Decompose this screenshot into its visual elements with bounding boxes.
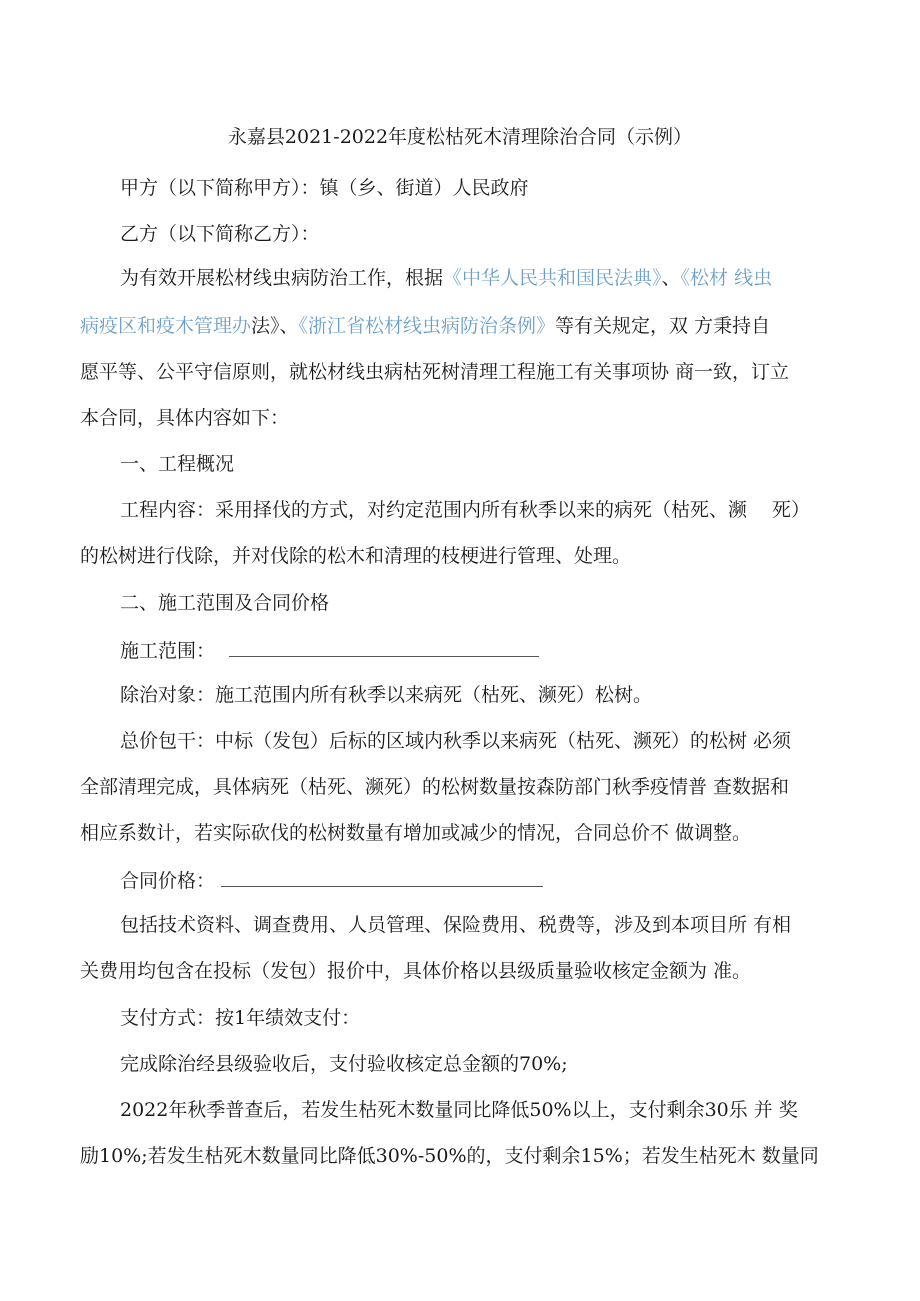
target-line: 除治对象：施工范围内所有秋季以来病死（枯死、濒死）松树。 xyxy=(120,684,653,706)
price-label: 合同价格： xyxy=(120,870,216,892)
includes-line-1: 包括技术资料、调查费用、人员管理、保险费用、税费等，涉及到本项目所 有相 xyxy=(120,914,792,936)
payment-method-line: 支付方式：按1年绩效支付： xyxy=(120,1007,361,1029)
intro-line-4: 本合同，具体内容如下： xyxy=(80,407,290,429)
includes-line-2: 关费用均包含在投标（发包）报价中，具体价格以县级质量验收核定金额为 准。 xyxy=(80,960,752,982)
document-title: 永嘉县2021-2022年度松枯死木清理除治合同（示例） xyxy=(227,126,693,148)
payment-term-1: 完成除治经县级验收后，支付验收核定总金额的70%; xyxy=(120,1053,568,1075)
intro-line-3: 愿平等、公平守信原则，就松材线虫病枯死树清理工程施工有关事项协 商一致，订立 xyxy=(80,361,790,383)
price-blank-field[interactable] xyxy=(221,868,543,887)
lump-sum-line-2: 全部清理完成，具体病死（枯死、濒死）的松树数量按森防部门秋季疫情普 查数据和 xyxy=(80,776,790,798)
section-2-heading: 二、施工范围及合同价格 xyxy=(120,592,330,614)
intro-text: 为有效开展松材线虫病防治工作，根据 xyxy=(120,267,444,289)
lump-sum-line-1: 总价包干：中标（发包）后标的区域内秋季以来病死（枯死、濒死）的松树 必须 xyxy=(120,730,792,752)
quarantine-measures-link[interactable]: 《松材 线虫 xyxy=(680,267,773,289)
scope-blank-field[interactable] xyxy=(229,638,539,657)
party-b-line: 乙方（以下简称乙方）： xyxy=(120,223,320,245)
section-1-heading: 一、工程概况 xyxy=(120,453,235,475)
intro-text: 法》、 xyxy=(251,315,299,337)
work-content-line-2: 的松树进行伐除，并对伐除的松木和清理的枝梗进行管理、处理。 xyxy=(80,545,632,567)
work-content-line-1: 工程内容：采用择伐的方式，对约定范围内所有秋季以来的病死（枯死、濒 死） xyxy=(120,499,811,521)
scope-line xyxy=(120,638,539,663)
intro-line-1 xyxy=(120,266,772,290)
payment-term-2-line-2: 励10%;若发生枯死木数量同比降低30%-50%的，支付剩余15%；若发生枯死木 数量同 xyxy=(80,1145,819,1167)
price-line xyxy=(120,868,543,893)
party-a-line: 甲方（以下简称甲方）：镇（乡、街道）人民政府 xyxy=(120,177,529,199)
payment-term-2-line-1: 2022年秋季普查后，若发生枯死木数量同比降低50%以上，支付剩余30乐 并 奖 xyxy=(120,1099,798,1121)
intro-line-2 xyxy=(80,314,770,338)
scope-label: 施工范围： xyxy=(120,640,216,662)
lump-sum-line-3: 相应系数计，若实际砍伐的松树数量有增加或减少的情况，合同总价不 做调整。 xyxy=(80,822,752,844)
zhejiang-regulation-link[interactable]: 《浙江省松材线虫病防治条例》 xyxy=(298,315,556,337)
quarantine-measures-link-cont[interactable]: 病疫区和疫木管理办 xyxy=(80,315,252,337)
separator: 、 xyxy=(661,267,681,289)
civil-code-link[interactable]: 《中华人民共和国民法典》 xyxy=(443,267,662,289)
intro-text: 等有关规定，双 方秉持自 xyxy=(555,315,771,337)
